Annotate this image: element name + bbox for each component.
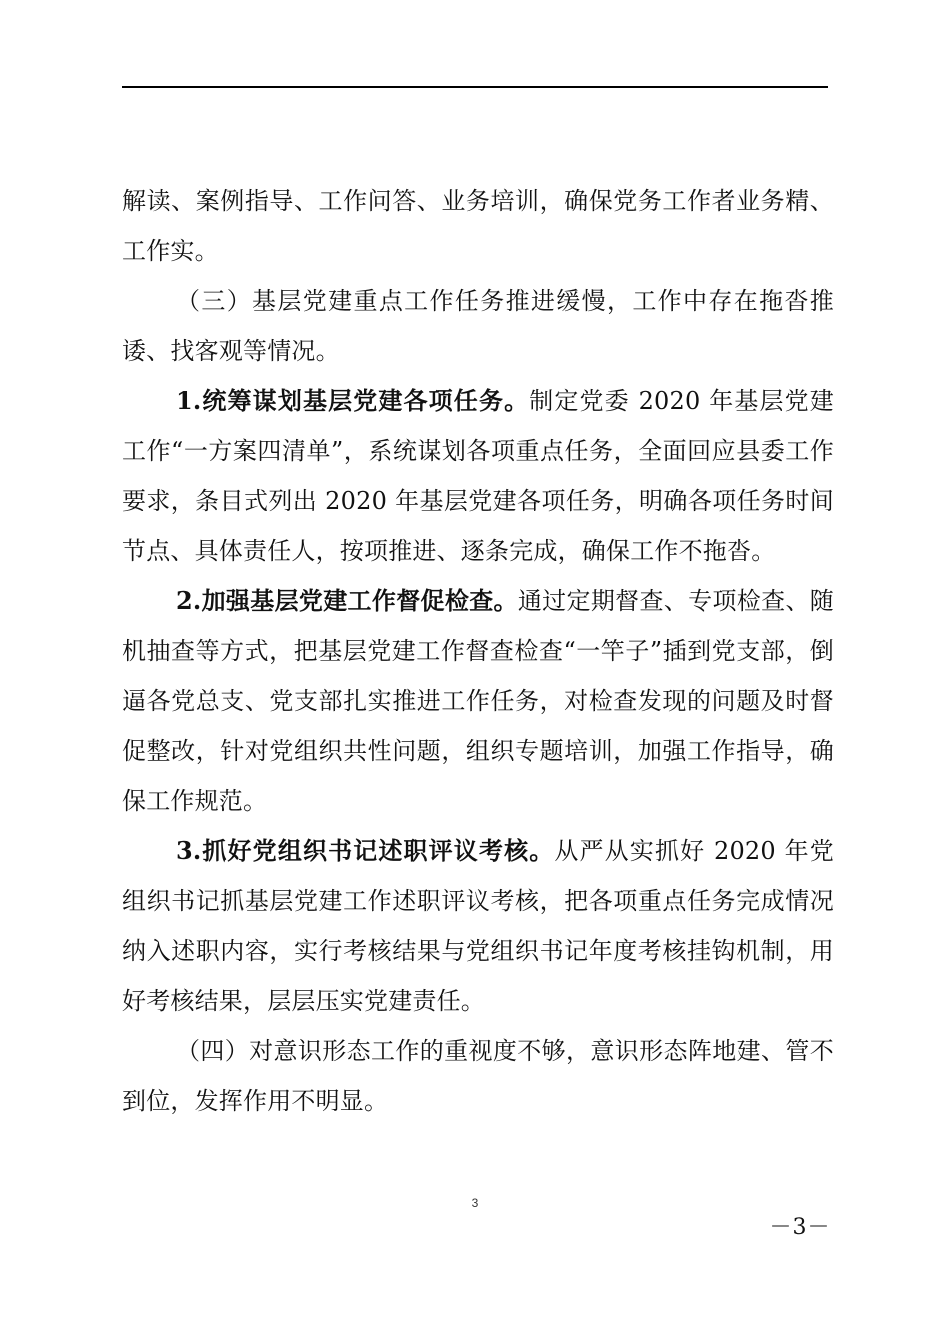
paragraph-6 (122, 1026, 834, 1126)
paragraph-text: （三）基层党建重点工作任务推进缓慢，工作中存在拖沓推诿、找客观等情况。 (122, 287, 834, 365)
body-text (122, 176, 834, 1126)
paragraph-text: 解读、案例指导、工作问答、业务培训，确保党务工作者业务精、工作实。 (122, 187, 834, 265)
paragraph-lead: 3.抓好党组织书记述职评议考核。 (176, 836, 555, 865)
paragraph-2 (122, 276, 834, 376)
paragraph-lead: 1.统筹谋划基层党建各项任务。 (176, 386, 530, 415)
paragraph-5 (122, 826, 834, 1026)
paragraph-text: 从严从实抓好 2020 年党组织书记抓基层党建工作述职评议考核，把各项重点任务完成情况纳入述职内容，实行考核结果与党组织书记年度考核挂钩机制，用好考核结果，层层压实党建责任。 (122, 837, 834, 1015)
paragraph-lead: 2.加强基层党建工作督促检查。 (176, 586, 518, 615)
header-rule (122, 86, 828, 88)
small-page-number: 3 (471, 1196, 479, 1210)
paragraph-3 (122, 376, 834, 576)
page-number: －3－ (769, 1215, 831, 1240)
paragraph-text: 通过定期督查、专项检查、随机抽查等方式，把基层党建工作督查检查“一竿子”插到党支部，倒逼各党总支、党支部扎实推进工作任务，对检查发现的问题及时督促整改，针对党组织共性问题，组织专题培训，加强工作指导，确保工作规范。 (122, 587, 834, 815)
paragraph-text: 制定党委 2020 年基层党建工作“一方案四清单”，系统谋划各项重点任务，全面回应县委工作要求，条目式列出 2020 年基层党建各项任务，明确各项任务时间节点、具体责任人，按项推进、逐条完成，确保工作不拖沓。 (122, 387, 834, 565)
paragraph-4 (122, 576, 834, 826)
paragraph-text: （四）对意识形态工作的重视度不够，意识形态阵地建、管不到位，发挥作用不明显。 (122, 1037, 834, 1115)
paragraph-1 (122, 176, 834, 276)
